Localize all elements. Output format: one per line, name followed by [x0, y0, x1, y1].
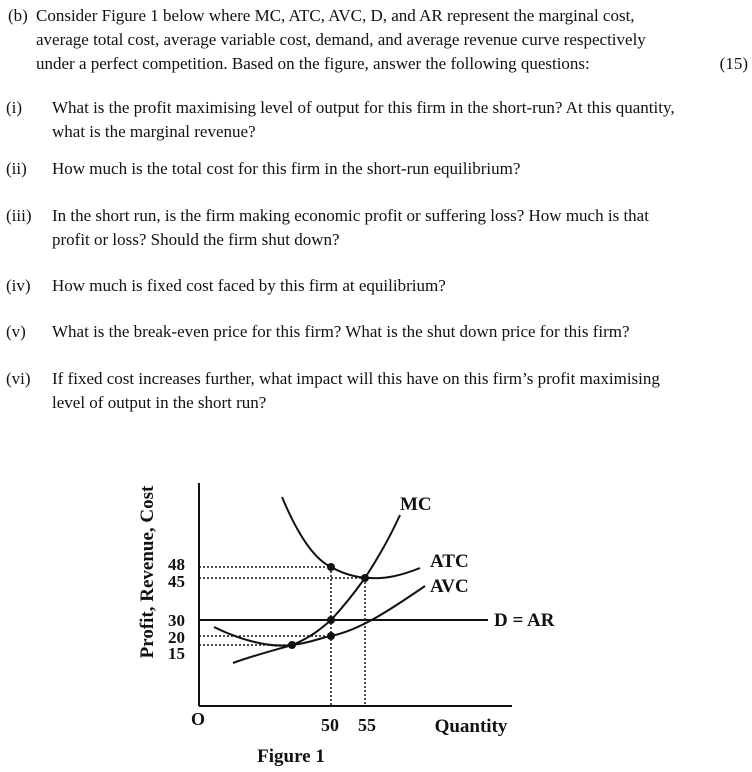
y-tick-label: 15 [168, 644, 185, 663]
point-avc-at-50 [327, 632, 335, 640]
question-line: level of output in the short run? [52, 393, 267, 412]
x-tick-label: 55 [358, 715, 376, 735]
mc-label: MC [400, 494, 432, 515]
intro-line: average total cost, average variable cost, demand, and average revenue curve respectively [36, 30, 646, 49]
question-number: (ii) [6, 159, 27, 178]
question-line: If fixed cost increases further, what impact will this have on this firm’s profit maximising [52, 369, 660, 388]
intro-line: Consider Figure 1 below where MC, ATC, AVC, D, and AR represent the marginal cost, [36, 6, 635, 25]
point-mc-avc-min [288, 641, 296, 649]
y-tick-label: 20 [168, 628, 185, 647]
question-number: (iv) [6, 276, 31, 295]
question-part-label: (b) [8, 6, 28, 25]
point-atc-at-50 [327, 563, 335, 571]
question-line: profit or loss? Should the firm shut down? [52, 230, 340, 249]
question-number: (i) [6, 98, 23, 117]
y-tick-label: 45 [168, 572, 185, 591]
question-number: (v) [6, 322, 26, 341]
point-mc-atc-min [361, 574, 369, 582]
question-line: What is the break-even price for this firm? What is the shut down price for this firm? [52, 322, 630, 341]
x-tick-label: 50 [321, 715, 339, 735]
intro-line: under a perfect competition. Based on the figure, answer the following questions: [36, 54, 590, 73]
marks-label: (15) [719, 54, 748, 73]
origin-label: O [190, 709, 206, 729]
question-line: How much is the total cost for this firm in the short-run equilibrium? [52, 159, 521, 178]
point-mr-mc [327, 616, 335, 624]
avc-label: AVC [430, 576, 469, 597]
y-axis-title: Profit, Revenue, Cost [137, 485, 158, 659]
figure-caption: Figure 1 [257, 746, 325, 767]
question-line: In the short run, is the firm making economic profit or suffering loss? How much is that [52, 206, 649, 225]
y-tick-label: 48 [168, 555, 185, 574]
question-line: How much is fixed cost faced by this firm at equilibrium? [52, 276, 446, 295]
demand-ar-label: D = AR [494, 610, 555, 631]
question-line: what is the marginal revenue? [52, 122, 256, 141]
y-tick-label: 30 [168, 611, 185, 630]
question-number: (iii) [6, 206, 32, 225]
x-axis-title: Quantity [434, 716, 508, 737]
question-number: (vi) [6, 369, 31, 388]
atc-label: ATC [430, 551, 469, 572]
question-line: What is the profit maximising level of output for this firm in the short-run? At this quantity, [52, 98, 675, 117]
